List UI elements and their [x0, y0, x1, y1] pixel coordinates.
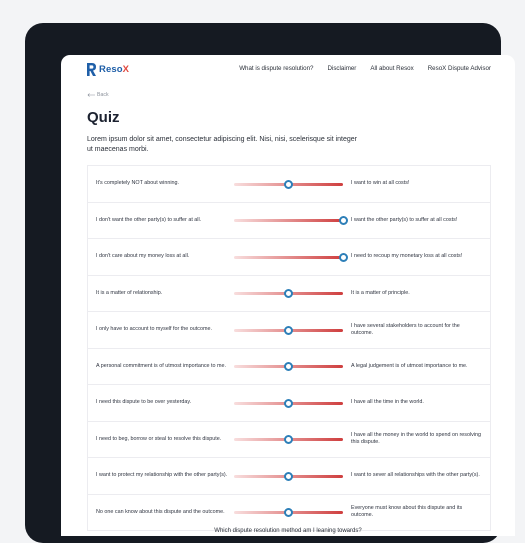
back-link[interactable] [87, 92, 109, 98]
right-statement: I have all the money in the world to spend on resolving this dispute. [351, 432, 482, 446]
quiz-row [88, 458, 490, 495]
slider-thumb[interactable] [284, 399, 293, 408]
right-statement: I have all the time in the world. [351, 399, 424, 406]
quiz-row [88, 239, 490, 276]
slider-thumb[interactable] [284, 289, 293, 298]
slider-track[interactable] [234, 219, 343, 222]
quiz-list [87, 165, 491, 531]
right-statement: I want to win at all costs! [351, 180, 410, 187]
left-statement: I don't want the other party(s) to suffer at all. [96, 216, 202, 223]
left-statement: It is a matter of relationship. [96, 289, 163, 296]
slider-thumb[interactable] [284, 326, 293, 335]
quiz-row [88, 166, 490, 203]
arrow-left-icon [87, 93, 95, 97]
resox-logo-icon [87, 63, 96, 76]
right-statement: It is a matter of principle. [351, 289, 410, 296]
left-statement: It's completely NOT about winning. [96, 180, 180, 187]
device-frame [25, 23, 501, 543]
slider-thumb[interactable] [339, 216, 348, 225]
logo-accent: X [122, 64, 130, 75]
nav-link-resox-dispute-advisor[interactable]: ResoX Dispute Advisor [427, 65, 491, 72]
intro-text: Lorem ipsum dolor sit amet, consectetur adipiscing elit. Nisi, nisi, scelerisque sit integer ut maecenas morbi. [87, 136, 358, 153]
slider-thumb[interactable] [284, 180, 293, 189]
slider-thumb[interactable] [284, 362, 293, 371]
nav-link-disclaimer[interactable]: Disclaimer [327, 65, 357, 72]
left-statement: A personal commitment is of utmost importance to me. [96, 362, 227, 369]
slider-track[interactable] [234, 256, 343, 259]
right-statement: I want to sever all relationships with the other party(s). [351, 472, 480, 479]
logo-text [99, 64, 129, 75]
left-statement: I need this dispute to be over yesterday. [96, 399, 192, 406]
screen [61, 55, 515, 536]
quiz-row [88, 276, 490, 313]
slider-thumb[interactable] [339, 253, 348, 262]
result-question: Which dispute resolution method am I leaning towards? [214, 528, 362, 534]
top-nav [61, 55, 515, 85]
quiz-row [88, 312, 490, 349]
quiz-row [88, 203, 490, 240]
slider-thumb[interactable] [284, 435, 293, 444]
page-title: Quiz [87, 109, 120, 126]
right-statement: I want the other party(s) to suffer at all costs! [351, 216, 458, 223]
quiz-row [88, 349, 490, 386]
nav-link-all-about-resox[interactable]: All about Resox [370, 65, 414, 72]
left-statement: I only have to account to myself for the outcome. [96, 326, 212, 333]
quiz-row [88, 385, 490, 422]
left-statement: I need to beg, borrow or steal to resolve this dispute. [96, 435, 222, 442]
right-statement: I have several stakeholders to account for the outcome. [351, 322, 460, 336]
logo[interactable] [87, 63, 129, 76]
left-statement: No one can know about this dispute and the outcome. [96, 508, 225, 515]
right-statement: A legal judgement is of utmost importance to me. [351, 362, 468, 369]
slider-thumb[interactable] [284, 472, 293, 481]
right-statement: I need to recoup my monetary loss at all costs! [351, 253, 463, 260]
left-statement: I don't care about my money loss at all. [96, 253, 190, 260]
left-statement: I want to protect my relationship with the other party(s). [96, 472, 228, 479]
quiz-row [88, 422, 490, 459]
logo-word: Reso [99, 64, 123, 75]
nav-link-what-is-dispute-resolution[interactable]: What is dispute resolution? [239, 65, 314, 72]
nav-links [239, 65, 491, 72]
right-statement: Everyone must know about this dispute and its outcome. [351, 505, 463, 519]
back-label: Back [97, 92, 109, 98]
